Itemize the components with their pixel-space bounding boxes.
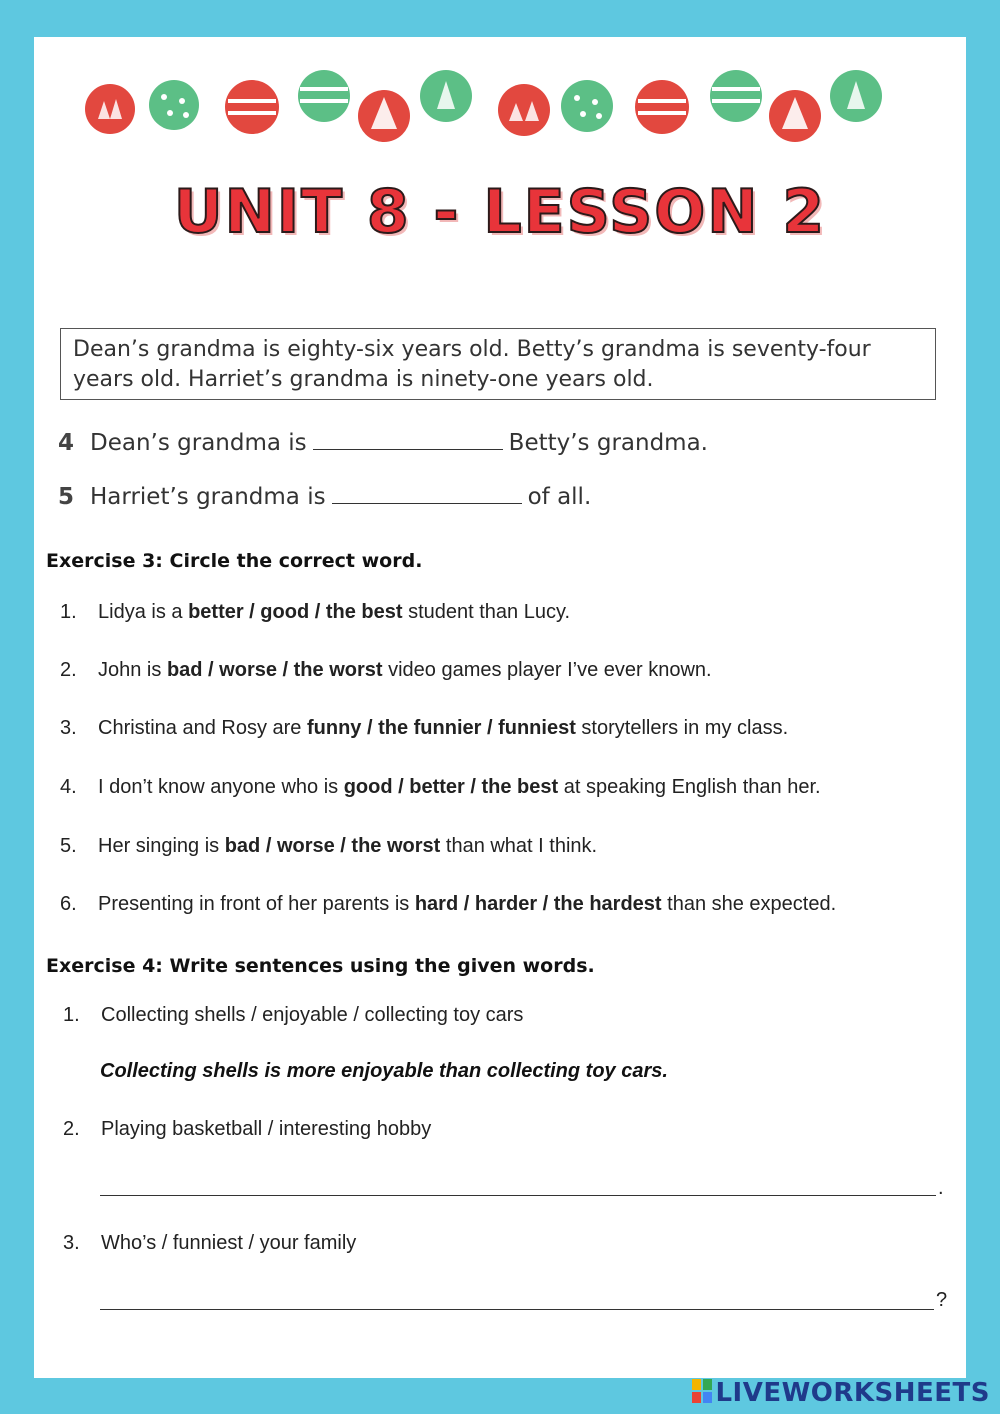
line-end-punctuation: ? (936, 1289, 948, 1311)
exercise-3-item (60, 601, 570, 624)
ornament-green-icon (297, 69, 351, 123)
answer-blank[interactable] (313, 429, 503, 450)
item-options[interactable]: funny / the funnier / funniest (306, 717, 576, 739)
logo-mark-icon (691, 1378, 713, 1404)
ornament-red-icon (768, 89, 822, 143)
item-options[interactable]: good / better / the best (343, 776, 559, 798)
exercise-3-item (60, 776, 821, 799)
item-text: than she expected. (661, 893, 837, 915)
item-options[interactable]: better / good / the best (188, 601, 403, 623)
item-prompt: Collecting shells / enjoyable / collecting toy cars (101, 1004, 524, 1026)
item-number: 4. (60, 776, 77, 798)
item-prompt: Playing basketball / interesting hobby (101, 1118, 432, 1140)
exercise-3-item (60, 893, 836, 916)
item-text: Presenting in front of her parents is (98, 893, 415, 915)
ornament-green-icon (419, 69, 473, 123)
ornament-red-icon (224, 79, 280, 135)
question-5 (58, 483, 591, 510)
ornament-green-icon (560, 79, 614, 133)
item-text: than what I think. (440, 835, 598, 857)
ornament-red-icon (84, 83, 136, 135)
item-prompt: Who’s / funniest / your family (101, 1232, 357, 1254)
info-box: Dean’s grandma is eighty-six years old. Betty’s grandma is seventy-four years old. Harriet’s grandma is ninety-one years old. (60, 328, 936, 400)
item-text: at speaking English than her. (558, 776, 821, 798)
exercise-3-item (60, 835, 597, 858)
exercise-4-item (63, 1118, 431, 1141)
answer-line[interactable] (100, 1309, 934, 1310)
worksheet-page (34, 37, 966, 1378)
item-number: 6. (60, 893, 77, 915)
item-text: student than Lucy. (402, 601, 571, 623)
ornament-green-icon (148, 79, 200, 131)
item-number: 2. (63, 1118, 80, 1140)
question-text-before: Harriet’s grandma is (90, 484, 326, 510)
liveworksheets-logo (691, 1378, 990, 1408)
item-text: Lidya is a (98, 601, 189, 623)
ornament-banner (84, 69, 904, 149)
exercise-3-heading: Exercise 3: Circle the correct word. (46, 550, 423, 572)
item-text: storytellers in my class. (575, 717, 789, 739)
model-answer: Collecting shells is more enjoyable than collecting toy cars. (100, 1060, 668, 1082)
question-text-after: Betty’s grandma. (508, 430, 708, 456)
item-text: I don’t know anyone who is (98, 776, 344, 798)
item-options[interactable]: bad / worse / the worst (166, 659, 383, 681)
question-text-after: of all. (527, 484, 592, 510)
question-4 (58, 429, 708, 456)
ornament-green-icon (709, 69, 763, 123)
item-number: 5. (60, 835, 77, 857)
item-number: 2. (60, 659, 77, 681)
exercise-3-item (60, 659, 712, 682)
ornament-red-icon (634, 79, 690, 135)
item-text: John is (98, 659, 167, 681)
line-end-punctuation: . (938, 1177, 944, 1199)
ornament-red-icon (497, 83, 551, 137)
question-text-before: Dean’s grandma is (90, 430, 307, 456)
item-number: 1. (60, 601, 77, 623)
item-text: video games player I’ve ever known. (382, 659, 712, 681)
ornament-red-icon (357, 89, 411, 143)
item-text: Christina and Rosy are (98, 717, 307, 739)
answer-line[interactable] (100, 1195, 936, 1196)
question-number: 5 (58, 484, 75, 510)
item-number: 3. (63, 1232, 80, 1254)
logo-text: LIVEWORKSHEETS (715, 1378, 990, 1408)
exercise-4-item (63, 1004, 523, 1027)
page-title: UNIT 8 - LESSON 2 (173, 177, 827, 247)
answer-blank[interactable] (332, 483, 522, 504)
item-number: 3. (60, 717, 77, 739)
item-options[interactable]: hard / harder / the hardest (414, 893, 662, 915)
item-text: Her singing is (98, 835, 225, 857)
item-number: 1. (63, 1004, 80, 1026)
exercise-3-item (60, 717, 788, 740)
item-options[interactable]: bad / worse / the worst (224, 835, 441, 857)
question-number: 4 (58, 430, 75, 456)
ornament-green-icon (829, 69, 883, 123)
exercise-4-heading: Exercise 4: Write sentences using the given words. (46, 955, 595, 977)
exercise-4-item (63, 1232, 356, 1255)
